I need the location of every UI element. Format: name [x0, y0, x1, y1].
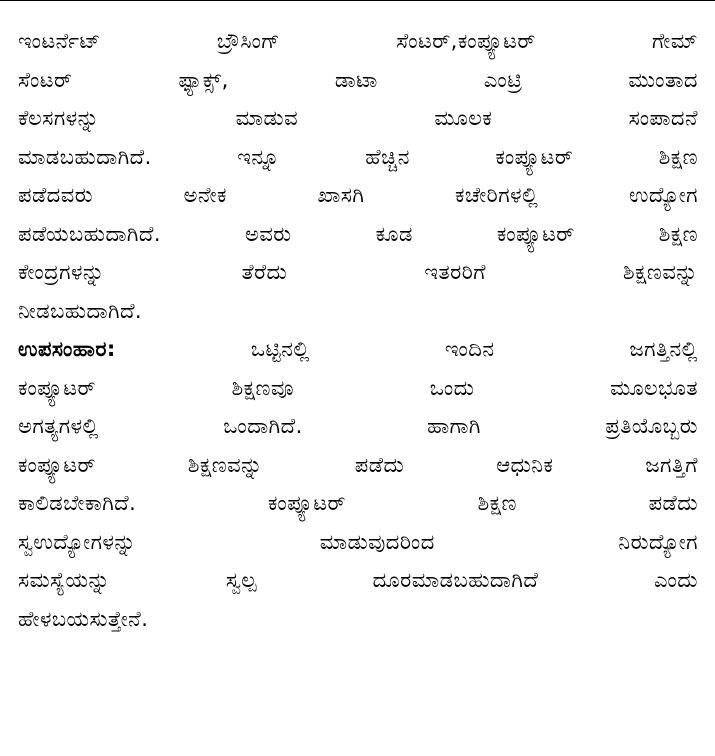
- text-line: ಇಂಟರ್ನೆಟ್ ಬ್ರೌಸಿಂಗ್ ಸೆಂಟರ್,ಕಂಪ್ಯೂಟರ್ ಗೇಮ್: [18, 29, 698, 53]
- text-line: ಕೇಂದ್ರಗಳನ್ನು ತೆರೆದು ಇತರರಿಗೆ ಶಿಕ್ಷಣವನ್ನು: [18, 260, 698, 284]
- top-border-line: [0, 0, 715, 1]
- text-line: ಕೆಲಸಗಳನ್ನು ಮಾಡುವ ಮೂಲಕ ಸಂಪಾದನೆ: [18, 106, 698, 130]
- text-line: ಸೆಂಟರ್ ಫ್ಯಾಕ್ಸ್, ಡಾಟಾ ಎಂಟ್ರಿ ಮುಂತಾದ: [18, 67, 698, 92]
- conclusion-first-line-text: ಒಟ್ಟಿನಲ್ಲಿ ಇಂದಿನ ಜಗತ್ತಿನಲ್ಲಿ: [250, 337, 698, 361]
- text-line: ಮಾಡಬಹುದಾಗಿದೆ. ಇನ್ನೂ ಹೆಚ್ಚಿನ ಕಂಪ್ಯೂಟರ್ ಶಿಕ್ಷಣ: [18, 144, 698, 169]
- text-line: ಹೇಳಬಯಸುತ್ತೇನೆ.: [18, 606, 149, 631]
- text-line: ಪಡೆದವರು ಅನೇಕ ಖಾಸಗಿ ಕಚೇರಿಗಳಲ್ಲಿ ಉದ್ಯೋಗ: [18, 183, 698, 207]
- text-line: ಪಡೆಯಬಹುದಾಗಿದೆ. ಅವರು ಕೂಡ ಕಂಪ್ಯೂಟರ್ ಶಿಕ್ಷಣ: [18, 221, 698, 246]
- text-line: ಸ್ವಉದ್ಯೋಗಳನ್ನು ಮಾಡುವುದರಿಂದ ನಿರುದ್ಯೋಗ: [18, 529, 698, 554]
- document-body: [18, 22, 698, 638]
- text-line: ನೀಡಬಹುದಾಗಿದೆ.: [18, 298, 143, 323]
- text-line: ಅಗತ್ಯಗಳಲ್ಲಿ ಒಂದಾಗಿದೆ. ಹಾಗಾಗಿ ಪ್ರತಿಯೊಬ್ಬರು: [18, 414, 698, 438]
- conclusion-first-line: [18, 330, 698, 369]
- text-line: ಕಾಲಿಡಬೇಕಾಗಿದೆ. ಕಂಪ್ಯೂಟರ್ ಶಿಕ್ಷಣ ಪಡೆದು: [18, 491, 698, 515]
- text-line: ಕಂಪ್ಯೂಟರ್ ಶಿಕ್ಷಣವೂ ಒಂದು ಮೂಲಭೂತ: [18, 375, 698, 400]
- paragraph-conclusion: [18, 330, 698, 638]
- conclusion-heading: ಉಪಸಂಹಾರ:: [18, 337, 116, 361]
- paragraph-intro: [18, 22, 698, 330]
- text-line: ಸಮಸ್ಯೆಯನ್ನು ಸ್ವಲ್ಪ ದೂರಮಾಡಬಹುದಾಗಿದೆ ಎಂದು: [18, 568, 698, 592]
- text-line: ಕಂಪ್ಯೂಟರ್ ಶಿಕ್ಷಣವನ್ನು ಪಡೆದು ಆಧುನಿಕ ಜಗತ್ತಿಗೆ: [18, 452, 698, 477]
